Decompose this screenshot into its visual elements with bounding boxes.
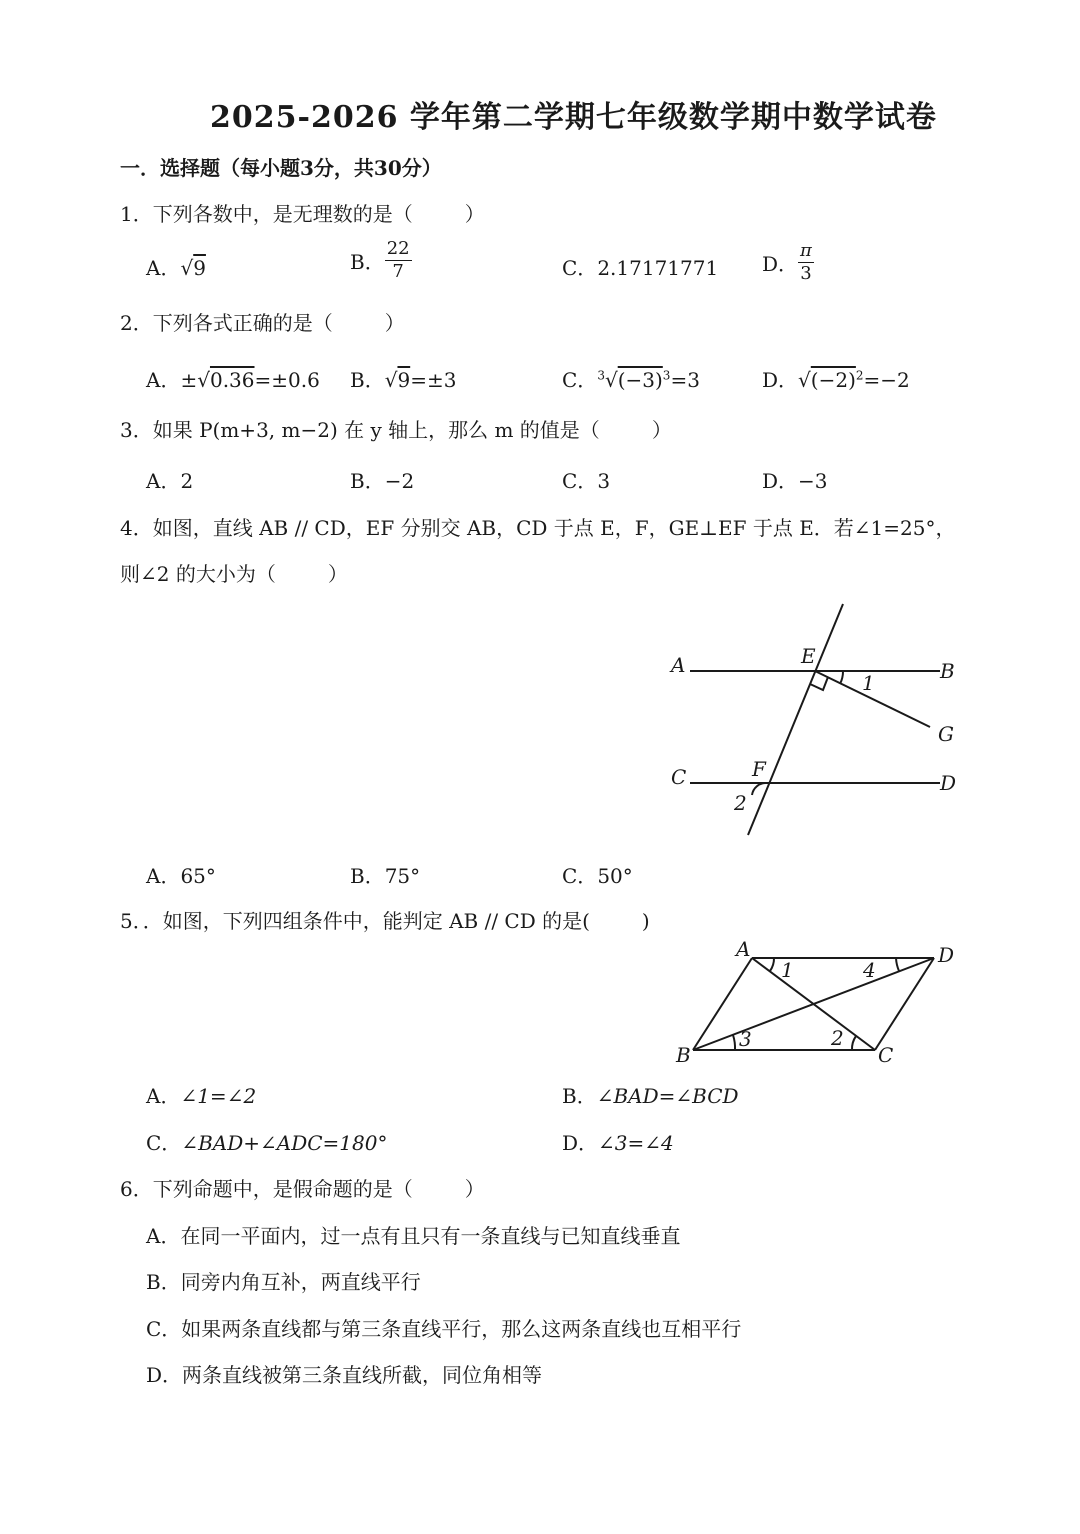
option-value: −3 (798, 469, 828, 493)
exam-title: 2025-2026 学年第二学期七年级数学期中数学试卷 (210, 100, 937, 135)
option-b: B．同旁内角互补，两直线平行 (146, 1270, 421, 1294)
option-a: A．√9 (146, 256, 206, 280)
label-c: C (878, 1043, 894, 1067)
fraction-numerator: 22 (386, 238, 410, 259)
option-value: 50° (597, 864, 633, 888)
option-label: A． (146, 469, 181, 493)
label-d: D (940, 771, 957, 795)
question-paren-close: ） (327, 562, 348, 586)
option-value: 2.17171771 (597, 256, 719, 280)
side-cd (875, 958, 934, 1050)
section-heading: 一．选择题（每小题3分，共30分） (120, 156, 442, 180)
option-label: B． (350, 250, 385, 274)
option-label: A． (146, 368, 181, 392)
option-d: D．$√(-2)^2=-2$ (762, 368, 910, 392)
angle-3-arc (733, 1035, 735, 1050)
option-label: A． (146, 1084, 181, 1108)
fraction-denominator: 7 (392, 261, 404, 282)
label-angle-3: 3 (739, 1027, 752, 1051)
option-value: 65° (180, 864, 216, 888)
option-b (562, 1080, 739, 1109)
label-a: A (671, 653, 686, 677)
question-6 (120, 1173, 485, 1202)
sign: ± (180, 368, 198, 392)
option-label: C． (562, 469, 598, 493)
fraction-numerator: π (800, 240, 812, 261)
question-stem: 6．下列命题中，是假命题的是（ (120, 1177, 413, 1201)
option-value: 3 (597, 469, 611, 493)
label-g: G (938, 722, 954, 746)
question-stem: 2．下列各式正确的是（ (120, 311, 333, 335)
radicand: 9 (397, 368, 411, 392)
option-label: B． (562, 1084, 597, 1108)
root-index: 3 (597, 368, 605, 383)
option-label: B． (350, 864, 385, 888)
option-value: 75° (384, 864, 421, 888)
label-angle-1: 1 (781, 958, 794, 982)
label-d: D (938, 943, 955, 967)
label-b: B (676, 1043, 691, 1067)
option-value: ∠3=∠4 (598, 1131, 674, 1155)
question-stem: 5．．如图，下列四组条件中，能判定 AB // CD 的是( (120, 909, 590, 933)
option-label: C． (146, 1131, 182, 1155)
question-paren-close: ） (464, 1177, 485, 1201)
option-value: ∠1=∠2 (180, 1084, 257, 1108)
option-label: B． (350, 368, 385, 392)
label-f: F (752, 757, 766, 781)
angle-4-arc (896, 958, 899, 971)
question-stem: 1．下列各数中，是无理数的是（ (120, 202, 413, 226)
option-label: B． (350, 469, 385, 493)
option-value: 2 (180, 469, 194, 493)
diagonal-bd (693, 958, 934, 1050)
option-value: −2 (384, 469, 415, 493)
label-angle-4: 4 (863, 958, 876, 982)
question-stem: 则∠2 的大小为（ (120, 562, 276, 586)
option-label: C． (562, 256, 598, 280)
option-label: C． (562, 368, 598, 392)
label-a: A (736, 937, 751, 961)
question-stem: 3．如果 P(m+3, m−2) 在 y 轴上，那么 m 的值是（ (120, 418, 600, 442)
option-value: =±0.6 (254, 368, 320, 392)
option-c (146, 1127, 387, 1156)
option-label: D． (762, 252, 799, 276)
option-value: =±3 (410, 368, 457, 392)
option-value: =−2 (863, 368, 910, 392)
question-paren-close: ) (641, 909, 650, 933)
label-angle-2: 2 (734, 791, 747, 815)
question-paren-close: ） (651, 418, 672, 442)
radicand: (−3) (617, 368, 663, 392)
label-c: C (671, 765, 687, 789)
option-label: D． (762, 368, 799, 392)
question-paren-close: ） (384, 311, 405, 335)
option-c: C．$^3√(-3)^3=3$ (562, 368, 700, 392)
radicand: 9 (193, 256, 206, 280)
radicand: (−2) (810, 368, 856, 392)
question-paren-close: ） (464, 202, 485, 226)
label-e: E (801, 644, 816, 668)
label-b: B (940, 659, 955, 683)
exponent: 2 (855, 368, 864, 383)
label-angle-2: 2 (831, 1026, 844, 1050)
fraction-denominator: 3 (800, 263, 812, 284)
option-value: =3 (670, 368, 700, 392)
option-b: B．√9=±3 (350, 368, 457, 392)
angle-1-arc (770, 958, 774, 971)
label-angle-1: 1 (862, 671, 875, 695)
question-4-line1: 4．如图，直线 AB // CD，EF 分别交 AB，CD 于点 E，F，GE⊥EF 于点 E．若∠1=25°， (120, 516, 956, 540)
option-label: A． (146, 864, 181, 888)
option-a: A．在同一平面内，过一点有且只有一条直线与已知直线垂直 (146, 1224, 681, 1248)
angle-2-arc (852, 1036, 856, 1050)
option-value: ∠BAD+∠ADC=180° (181, 1131, 388, 1155)
option-c: C．如果两条直线都与第三条直线平行，那么这两条直线也互相平行 (146, 1317, 742, 1341)
radicand: 0.36 (209, 368, 255, 392)
option-label: D． (562, 1131, 599, 1155)
option-a: A．±√0.36=±0.6 (146, 368, 320, 392)
option-label: A． (146, 256, 181, 280)
option-d (562, 1127, 674, 1156)
option-label: D． (762, 469, 799, 493)
option-d: D．两条直线被第三条直线所截，同位角相等 (146, 1363, 543, 1387)
option-value: ∠BAD=∠BCD (596, 1084, 739, 1108)
exponent: 3 (662, 368, 671, 383)
option-label: C． (562, 864, 598, 888)
option-a (146, 1080, 256, 1109)
